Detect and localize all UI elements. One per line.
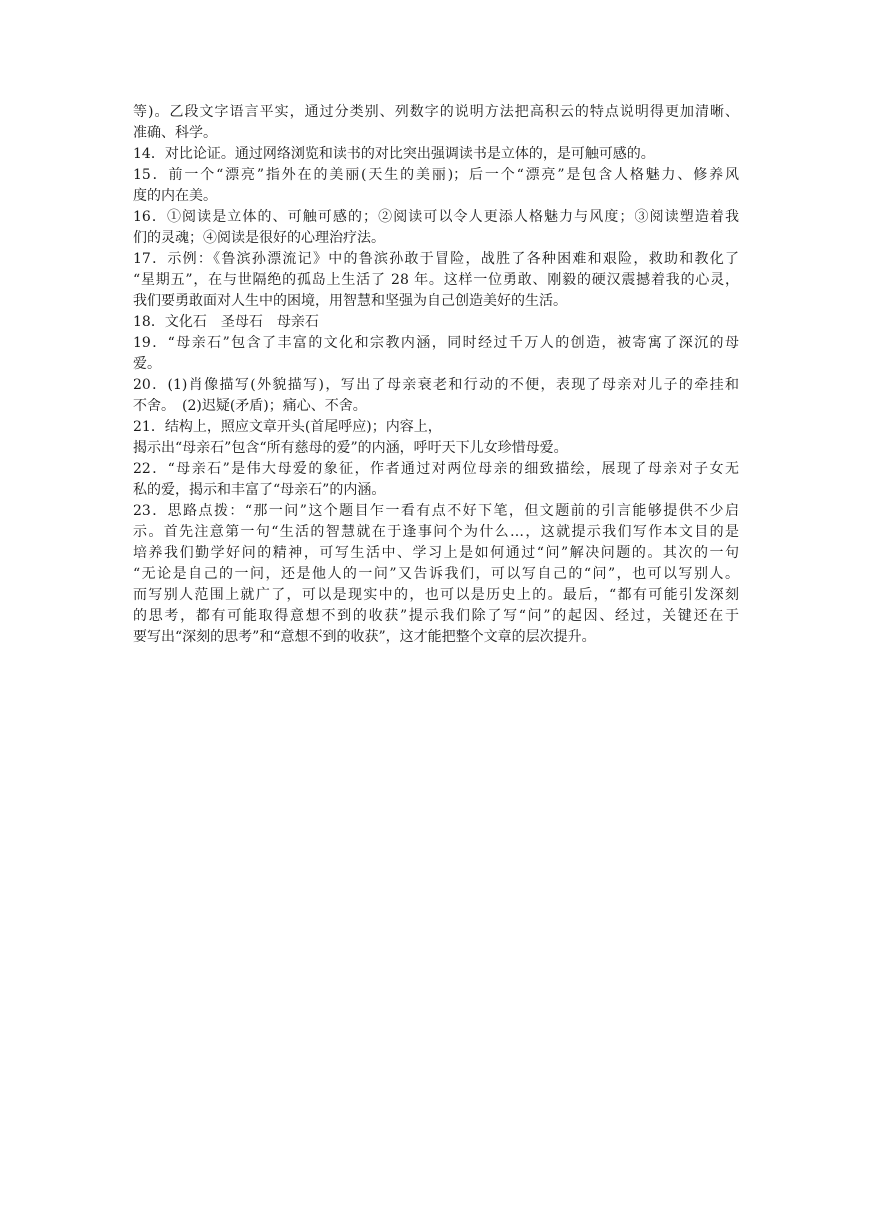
text-line: 要写出“深刻的思考”和“意想不到的收获”，这才能把整个文章的层次提升。 bbox=[133, 629, 596, 645]
text-line: 15．前一个“漂亮”指外在的美丽(天生的美丽)；后一个“漂亮”是包含人格魅力、修养风 bbox=[133, 167, 739, 183]
text-line: 示。首先注意第一句“生活的智慧就在于逢事问个为什么…，这就提示我们写作本文目的是 bbox=[133, 524, 739, 540]
text-line: 的思考，都有可能取得意想不到的收获”提示我们除了写“问”的起因、经过，关键还在于 bbox=[133, 608, 739, 624]
text-line: 培养我们勤学好问的精神，可写生活中、学习上是如何通过“问”解决问题的。其次的一句 bbox=[133, 545, 739, 561]
text-line: 爱。 bbox=[133, 356, 161, 372]
text-line: “无论是自己的一问，还是他人的一问”又告诉我们，可以写自己的“问”，也可以写别人。 bbox=[133, 566, 739, 582]
text-line: 21．结构上，照应文章开头(首尾呼应)；内容上， bbox=[133, 419, 442, 435]
text-line: 16．①阅读是立体的、可触可感的；②阅读可以令人更添人格魅力与风度；③阅读塑造着我 bbox=[133, 209, 739, 225]
text-line: 揭示出“母亲石”包含“所有慈母的爱”的内涵，呼吁天下儿女珍惜母爱。 bbox=[133, 440, 568, 456]
text-line: 18．文化石 圣母石 母亲石 bbox=[133, 314, 319, 330]
text-line: 20．(1)肖像描写(外貌描写)，写出了母亲衰老和行动的不便，表现了母亲对儿子的牵挂和 bbox=[133, 377, 739, 393]
text-line: 等)。乙段文字语言平实，通过分类别、列数字的说明方法把高积云的特点说明得更加清晰、 bbox=[133, 104, 739, 120]
text-line: 23．思路点拨：“那一问”这个题目乍一看有点不好下笔，但文题前的引言能够提供不少启 bbox=[133, 503, 739, 519]
text-line: 私的爱，揭示和丰富了“母亲石”的内涵。 bbox=[133, 482, 386, 498]
text-line: 22．“母亲石”是伟大母爱的象征，作者通过对两位母亲的细致描绘，展现了母亲对子女无 bbox=[133, 461, 739, 477]
text-line: 14．对比论证。通过网络浏览和读书的对比突出强调读书是立体的，是可触可感的。 bbox=[133, 146, 655, 162]
text-line: 准确、科学。 bbox=[133, 125, 217, 141]
text-line: 们的灵魂；④阅读是很好的心理治疗法。 bbox=[133, 230, 385, 246]
text-line: 而写别人范围上就广了，可以是现实中的，也可以是历史上的。最后，“都有可能引发深刻 bbox=[133, 587, 739, 603]
answer-text-block bbox=[133, 102, 739, 648]
text-line: 17．示例：《鲁滨孙漂流记》中的鲁滨孙敢于冒险，战胜了各种困难和艰险，救助和教化了 bbox=[133, 251, 739, 267]
text-line: 19．“母亲石”包含了丰富的文化和宗教内涵，同时经过千万人的创造，被寄寓了深沉的母 bbox=[133, 335, 739, 351]
text-line: 不舍。 (2)迟疑(矛盾)；痛心、不舍。 bbox=[133, 398, 367, 414]
text-line: 度的内在美。 bbox=[133, 188, 217, 204]
text-line: “星期五”，在与世隔绝的孤岛上生活了 28 年。这样一位勇敢、刚毅的硬汉震撼着我的心灵， bbox=[133, 272, 739, 288]
text-line: 我们要勇敢面对人生中的困境，用智慧和坚强为自己创造美好的生活。 bbox=[133, 293, 567, 309]
